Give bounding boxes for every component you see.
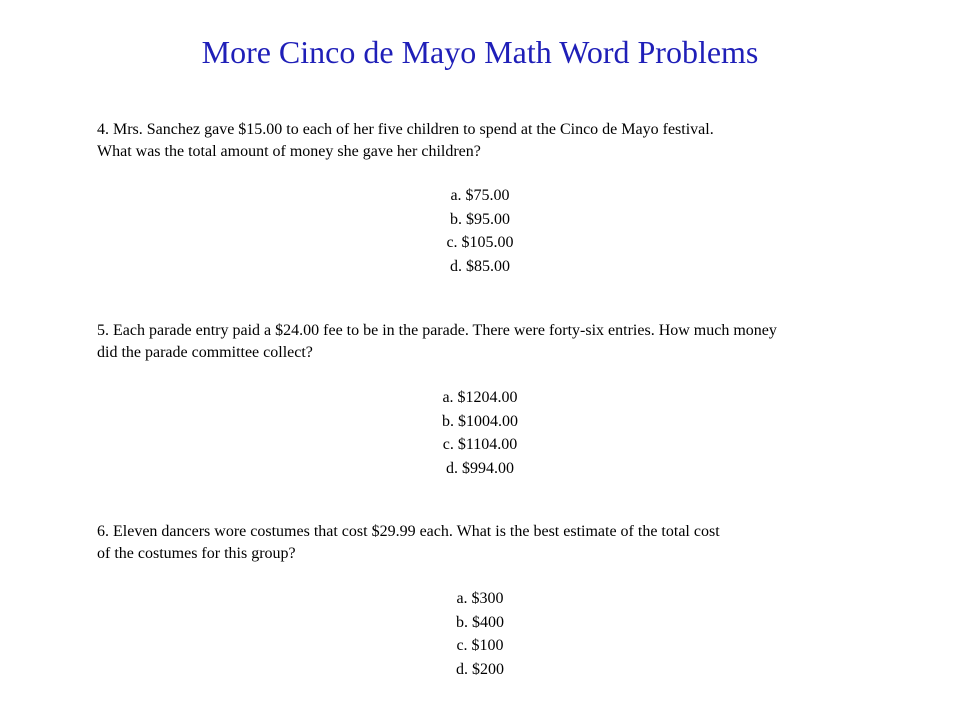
choice-5d: d. $994.00 — [446, 459, 514, 477]
question-6-line-2: of the costumes for this group? — [97, 545, 296, 562]
answer-choices-5 — [0, 386, 960, 480]
choice-5c: c. $1104.00 — [442, 436, 518, 453]
question-5 — [97, 320, 777, 364]
choice-4c: c. $105.00 — [446, 234, 514, 251]
choice-4a: a. $75.00 — [450, 187, 510, 204]
question-4 — [97, 119, 714, 163]
choice-5b: b. $1004.00 — [442, 412, 518, 430]
choice-4d: d. $85.00 — [450, 257, 510, 275]
choice-6c: c. $100 — [456, 637, 504, 654]
answer-choices-6 — [0, 587, 960, 681]
question-5-line-2: did the parade committee collect? — [97, 344, 313, 361]
choice-4b: b. $95.00 — [450, 210, 510, 228]
question-5-line-1: 5. Each parade entry paid a $24.00 fee to be in the parade. There were forty-six entries. How much money — [97, 322, 777, 339]
choice-6b: b. $400 — [456, 613, 504, 631]
question-6 — [97, 521, 720, 565]
answer-choices-4 — [0, 184, 960, 278]
question-6-line-1: 6. Eleven dancers wore costumes that cost $29.99 each. What is the best estimate of the total cost — [97, 523, 720, 540]
page-title: More Cinco de Mayo Math Word Problems — [201, 34, 759, 70]
question-4-line-2: What was the total amount of money she gave her children? — [97, 143, 481, 160]
choice-6d: d. $200 — [456, 660, 504, 678]
question-4-line-1: 4. Mrs. Sanchez gave $15.00 to each of her five children to spend at the Cinco de Mayo festival. — [97, 121, 714, 138]
choice-5a: a. $1204.00 — [442, 389, 518, 406]
choice-6a: a. $300 — [456, 590, 504, 607]
